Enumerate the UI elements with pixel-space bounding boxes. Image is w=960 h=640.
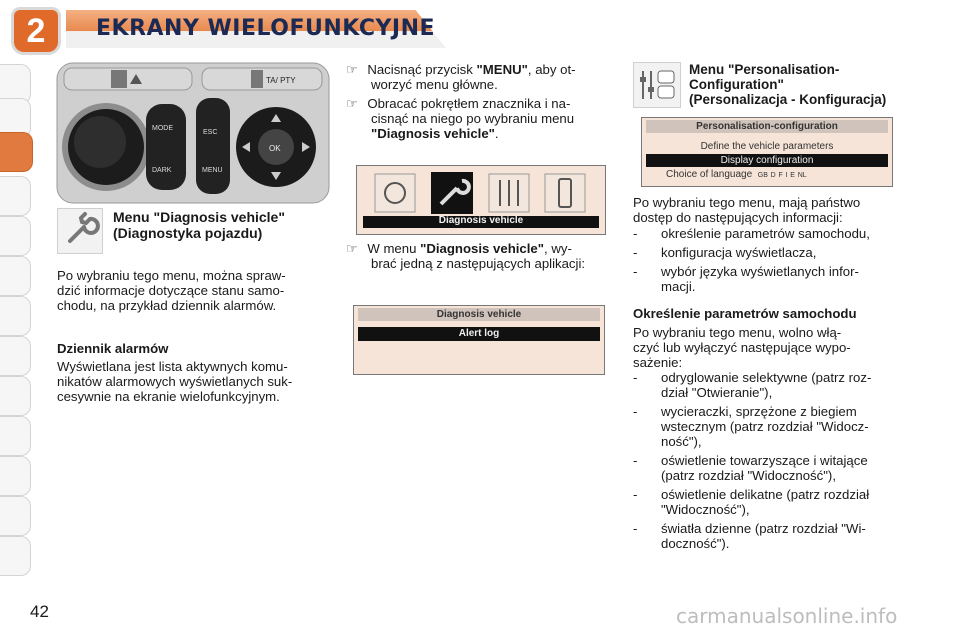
flag-icon: F	[778, 172, 783, 179]
side-tab[interactable]	[0, 336, 31, 376]
flag-icon: GB	[757, 172, 768, 179]
list-item: - odryglowanie selektywne (patrz roz- dział "Otwieranie"),	[633, 370, 872, 400]
side-tab[interactable]	[0, 296, 31, 336]
text-line: Po wybraniu tego menu, można spraw-	[57, 268, 286, 283]
ok-label: OK	[269, 144, 281, 153]
list-item: - światła dzienne (patrz rozdział "Wi- doczność").	[633, 521, 866, 551]
text-line: dostęp do następujących informacji:	[633, 210, 843, 225]
pointer-icon: ☞	[346, 241, 358, 256]
esc-label: ESC	[203, 129, 218, 136]
diagnosis-section-title	[113, 209, 285, 241]
page-number: 42	[30, 602, 49, 621]
main-menu-screen	[356, 165, 606, 235]
list-item: - oświetlenie delikatne (patrz rozdział "Widoczność"),	[633, 487, 870, 517]
section-title-line: Menu "Diagnosis vehicle"	[113, 209, 285, 225]
personalisation-icon-box	[633, 62, 681, 108]
personalisation-section-title	[689, 62, 886, 107]
pointer-icon: ☞	[346, 62, 358, 77]
control-panel-illustration	[56, 62, 330, 204]
list-item: - konfiguracja wyświetlacza,	[633, 245, 817, 260]
alarm-log-title: Dziennik alarmów	[57, 341, 169, 356]
sliders-icon	[634, 63, 680, 107]
menu-label: MENU	[202, 167, 223, 174]
page-title: EKRANY WIELOFUNKCYJNE	[96, 16, 436, 41]
section-title-line: (Personalizacja - Konfiguracja)	[689, 92, 887, 107]
config-item-selected[interactable]: Display configuration	[646, 154, 888, 167]
side-tab[interactable]	[0, 456, 31, 496]
config-item[interactable]: Define the vehicle parameters	[700, 141, 834, 152]
list-item: - wycieraczki, sprzężone z biegiem wstecznym (patrz rozdział "Widocz- ność"),	[633, 404, 869, 449]
chapter-badge: 2	[14, 10, 58, 52]
params-intro	[633, 325, 905, 370]
diagnosis-screen	[353, 305, 605, 375]
music-icon-tile	[375, 174, 415, 212]
flag-icon: D	[770, 172, 776, 179]
dark-label: DARK	[152, 167, 172, 174]
text-line: Po wybraniu tego menu, wolno włą-	[633, 325, 842, 340]
config-screen-title: Personalisation-configuration	[646, 120, 888, 133]
side-tab[interactable]	[0, 536, 31, 576]
side-tab[interactable]	[0, 376, 31, 416]
step-3: ☞ W menu "Diagnosis vehicle", wy- brać jedną z następujących aplikacji:	[346, 241, 586, 271]
alarm-log-text	[57, 359, 329, 404]
text-line: chodu, na przykład dziennik alarmów.	[57, 298, 277, 313]
side-tab[interactable]	[0, 416, 31, 456]
params-list	[633, 370, 905, 551]
section-title-line: Configuration"	[689, 77, 784, 92]
ta-pty-label: TA/ PTY	[266, 76, 296, 85]
personalisation-options	[633, 226, 905, 294]
flag-icon: I	[785, 172, 788, 179]
text-line: cesywnie na ekranie wielofunkcyjnym.	[57, 389, 280, 404]
watermark: carmanualsonline.info	[676, 604, 898, 628]
menu-selected-label: Diagnosis vehicle	[438, 215, 524, 226]
side-tab[interactable]	[0, 216, 31, 256]
text-line: czyć lub wyłączyć następujące wypo-	[633, 340, 851, 355]
step-1: ☞ Nacisnąć przycisk "MENU", aby ot- worzyć menu główne.	[346, 62, 576, 92]
pointer-icon: ☞	[346, 96, 358, 111]
personalisation-intro	[633, 195, 905, 225]
diagnosis-intro	[57, 268, 329, 313]
list-item: - określenie parametrów samochodu,	[633, 226, 870, 241]
flag-icon: NL	[797, 172, 807, 179]
list-item: - wybór języka wyświetlanych infor- macji.	[633, 264, 859, 294]
side-tab-active[interactable]	[0, 132, 33, 172]
diag-screen-selected-item[interactable]: Alert log	[358, 327, 600, 341]
params-title: Określenie parametrów samochodu	[633, 306, 857, 321]
config-screen	[641, 117, 893, 187]
diag-screen-title: Diagnosis vehicle	[358, 308, 600, 321]
wrench-icon	[58, 209, 102, 253]
text-line: Po wybraniu tego menu, mają państwo	[633, 195, 861, 210]
side-tab[interactable]	[0, 256, 31, 296]
section-title-line: Menu "Personalisation-	[689, 62, 840, 77]
diagnosis-icon-box	[57, 208, 103, 254]
config-item-language[interactable]: Choice of language GB D F I E NL	[666, 169, 807, 180]
text-line: nikatów alarmowych wyświetlanych suk-	[57, 374, 293, 389]
mode-label: MODE	[152, 125, 173, 132]
section-title-line: (Diagnostyka pojazdu)	[113, 225, 263, 241]
list-item: - oświetlenie towarzyszące i witające (patrz rozdział "Widoczność"),	[633, 453, 868, 483]
text-line: dzić informacje dotyczące stanu samo-	[57, 283, 285, 298]
side-tab[interactable]	[0, 176, 31, 216]
text-line: sażenie:	[633, 355, 683, 370]
side-tab[interactable]	[0, 496, 31, 536]
flag-icon: E	[790, 172, 795, 179]
step-2: ☞ Obracać pokrętłem znacznika i na- cisnąć na niego po wybraniu menu "Diagnosis vehicle".	[346, 96, 575, 141]
text-line: Wyświetlana jest lista aktywnych komu-	[57, 359, 288, 374]
